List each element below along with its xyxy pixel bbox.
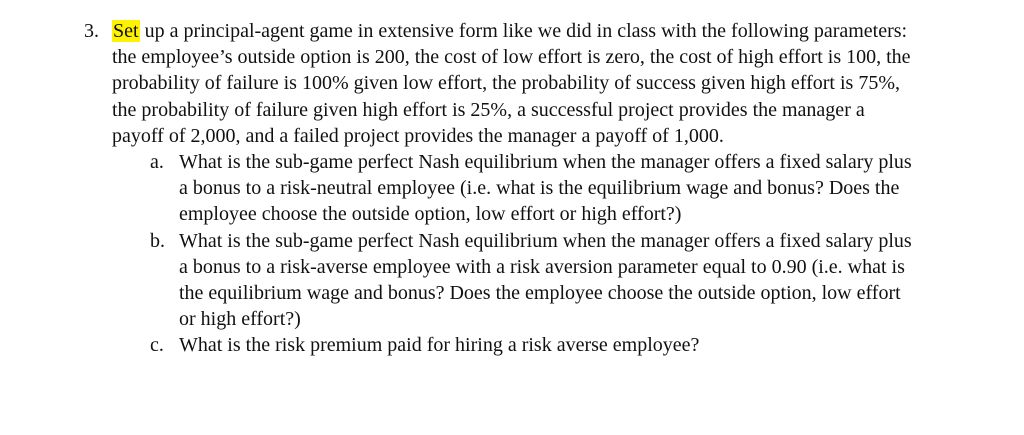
question-part-a [150, 149, 914, 228]
part-text: What is the risk premium paid for hiring a risk averse employee? [179, 334, 700, 357]
question-number: 3. [84, 20, 99, 42]
question-parts-list [150, 149, 914, 359]
part-label: b. [150, 229, 165, 252]
part-label: c. [150, 334, 164, 357]
question-part-c [150, 332, 914, 358]
question-stem-rest: up a principal-agent game in extensive form like we did in class with the following parameters: the employee’s outside option is 200, the cost of low effort is zero, the cost of high effort is 100, the probability of failure is 100% given low effort, the probability of success given high effort is 75%, the probability of failure given high effort is 25%, a successful project provides the manager a payoff of 2,000, and a failed project provides the manager a payoff of 1,000. [112, 20, 911, 147]
question-block [84, 18, 914, 359]
highlighted-word: Set [113, 20, 139, 42]
question-part-b [150, 228, 914, 333]
part-text: What is the sub-game perfect Nash equilibrium when the manager offers a fixed salary plus a bonus to a risk-averse employee with a risk aversion parameter equal to 0.90 (i.e. what is the equilibrium wage and bonus? Does the employee choose the outside option, low effort or high effort?) [179, 229, 912, 331]
question-stem-text [112, 18, 914, 149]
part-text: What is the sub-game perfect Nash equilibrium when the manager offers a fixed salary plus a bonus to a risk-neutral employee (i.e. what is the equilibrium wage and bonus? Does the employee choose the outside option, low effort or high effort?) [179, 151, 912, 226]
question-stem [84, 18, 914, 149]
part-label: a. [150, 151, 164, 174]
